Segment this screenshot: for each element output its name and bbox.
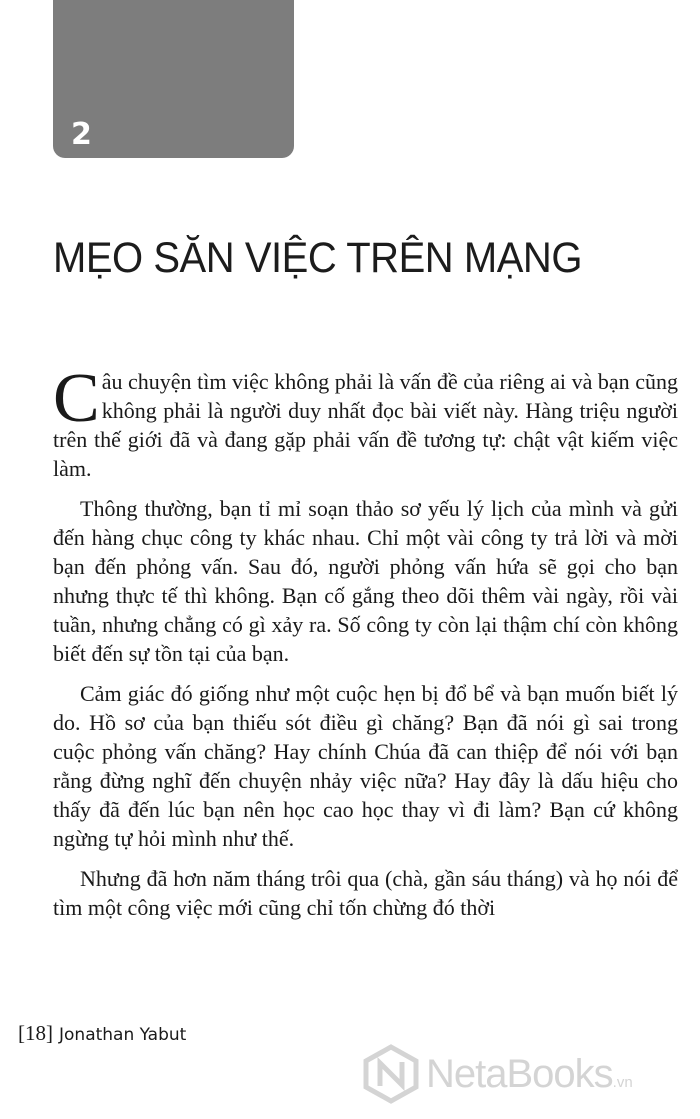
watermark <box>362 1044 633 1104</box>
body-text <box>53 360 678 922</box>
netabooks-logo-icon <box>362 1044 420 1104</box>
paragraph-3: Cảm giác đó giống như một cuộc hẹn bị đổ bể và bạn muốn biết lý do. Hồ sơ của bạn thiếu sót điều gì chăng? Bạn đã nói gì sai trong cuộc phỏng vấn chăng? Hay chính Chúa đã can thiệp để nói với bạn rằng đừng nghĩ đến chuyện nhảy việc nữa? Hay đây là dấu hiệu cho thấy đã đến lúc bạn nên học cao học thay vì đi làm? Bạn cứ không ngừng tự hỏi mình như thế. <box>53 681 678 851</box>
page-footer <box>18 1021 186 1046</box>
author-name: Jonathan Yabut <box>59 1025 187 1045</box>
watermark-suffix: .vn <box>612 1073 633 1091</box>
chapter-number: 2 <box>71 117 92 152</box>
paragraph-1 <box>53 360 678 483</box>
drop-cap: C <box>53 360 100 437</box>
page-number: [18] <box>18 1021 53 1045</box>
paragraph-2: Thông thường, bạn tỉ mỉ soạn thảo sơ yếu lý lịch của mình và gửi đến hàng chục công ty khác nhau. Chỉ một vài công ty trả lời và mời bạn đến phỏng vấn. Sau đó, người phỏng vấn hứa sẽ gọi cho bạn nhưng thực tế thì không. Bạn cố gắng theo dõi thêm vài ngày, rồi vài tuần, nhưng chẳng có gì xảy ra. Số công ty còn lại thậm chí còn không biết đến sự tồn tại của bạn. <box>53 496 678 666</box>
chapter-title: MẸO SĂN VIỆC TRÊN MẠNG <box>53 234 582 282</box>
watermark-brand <box>426 1052 633 1097</box>
chapter-tab <box>53 0 294 158</box>
watermark-brand-name: NetaBooks <box>426 1051 613 1096</box>
paragraph-4: Nhưng đã hơn năm tháng trôi qua (chà, gần sáu tháng) và họ nói để tìm một công việc mới cũng chỉ tốn chừng đó thời <box>53 866 678 920</box>
paragraph-1-text: âu chuyện tìm việc không phải là vấn đề của riêng ai và bạn cũng không phải là người duy nhất đọc bài viết này. Hàng triệu người trên thế giới đã và đang gặp phải vấn đề tương tự: chật vật kiếm việc làm. <box>53 369 678 481</box>
